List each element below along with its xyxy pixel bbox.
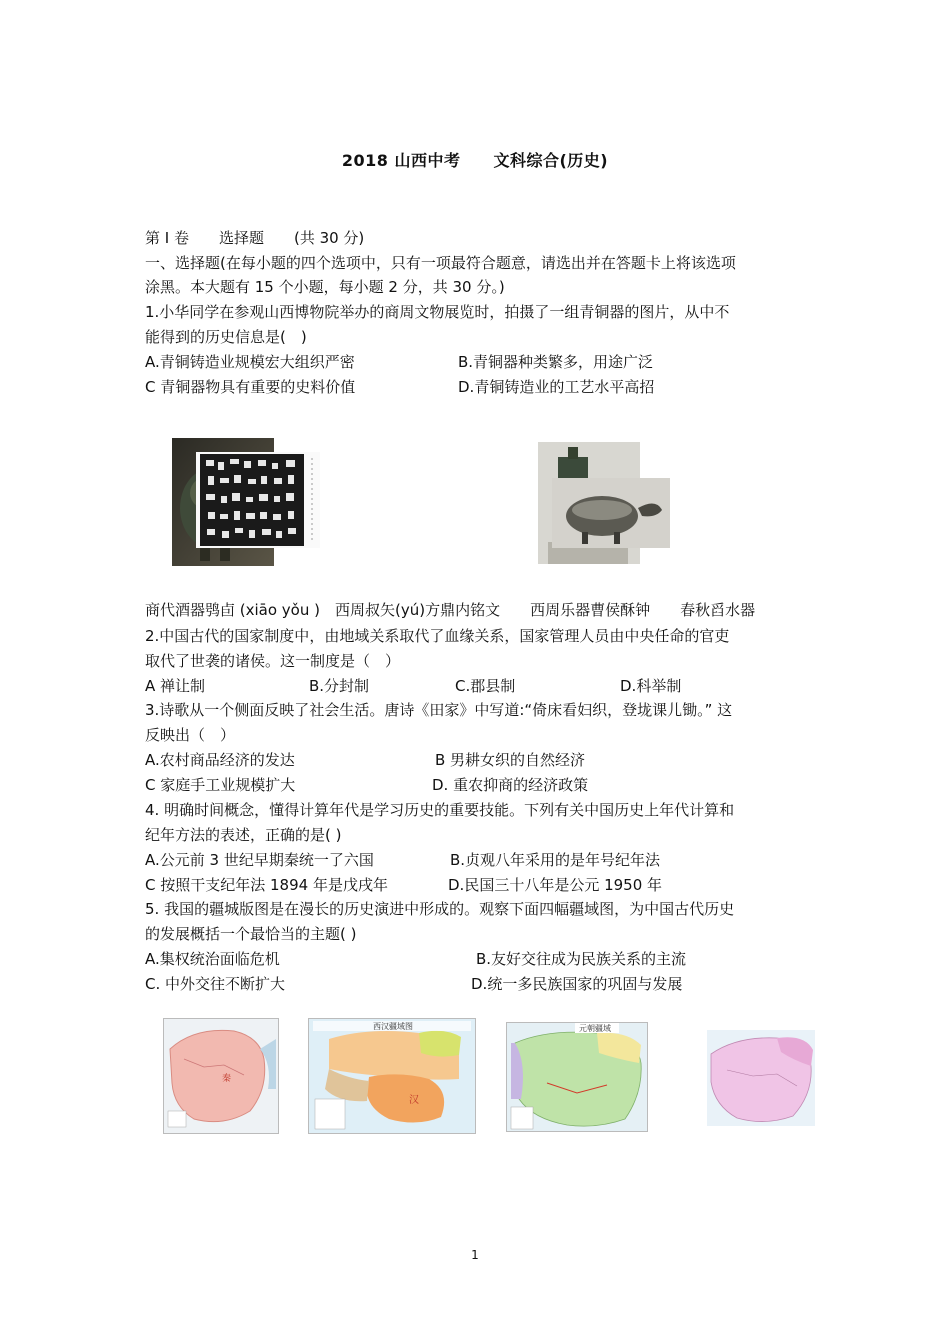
q3-option-d: D. 重农抑商的经济政策 — [432, 776, 589, 794]
instruction-line-2: 涂黑。本大题有 15 个小题，每小题 2 分，共 30 分。) — [145, 278, 505, 296]
q5-option-c: C. 中外交往不断扩大 — [145, 975, 286, 993]
yuan-territory-map — [506, 1022, 648, 1132]
q2-stem-line-1: 2.中国古代的国家制度中，由地域关系取代了血缘关系，国家管理人员由中央任命的官吏 — [145, 627, 730, 645]
q4-stem-line-1: 4. 明确时间概念，懂得计算年代是学习历史的重要技能。下列有关中国历史上年代计算和 — [145, 801, 735, 819]
q5-option-d: D.统一多民族国家的巩固与发展 — [471, 975, 683, 993]
han-label: 汉 — [409, 1095, 419, 1106]
q2-option-c: C.郡县制 — [455, 677, 516, 695]
q1-option-b: B.青铜器种类繁多，用途广泛 — [458, 353, 654, 371]
q1-option-a: A.青铜铸造业规模宏大组织严密 — [145, 353, 355, 371]
section-header: 第 I 卷 选择题 (共 30 分) — [145, 229, 365, 247]
q1-stem-line-1: 1.小华同学在参观山西博物院举办的商周文物展览时，拍摄了一组青铜器的图片，从中不 — [145, 303, 730, 321]
q4-option-d: D.民国三十八年是公元 1950 年 — [448, 876, 663, 894]
q3-option-a: A.农村商品经济的发达 — [145, 751, 295, 769]
q1-option-d: D.青铜铸造业的工艺水平高招 — [458, 378, 655, 396]
q3-option-c: C 家庭手工业规模扩大 — [145, 776, 296, 794]
map-title-yuan: 元朝疆域 — [579, 1024, 611, 1033]
svg-text:秦: 秦 — [222, 1074, 232, 1084]
q4-option-c: C 按照干支纪年法 1894 年是戊戌年 — [145, 876, 388, 894]
page-number: 1 — [471, 1248, 479, 1262]
q2-stem-line-2: 取代了世袭的诸侯。这一制度是（ ） — [145, 652, 401, 670]
q1-option-c: C 青铜器物具有重要的史料价值 — [145, 378, 356, 396]
q4-stem-line-2: 纪年方法的表述，正确的是( ) — [145, 826, 342, 844]
page-title: 2018 山西中考 文科综合(历史) — [341, 151, 609, 170]
q5-stem-line-2: 的发展概括一个最恰当的主题( ) — [145, 925, 357, 943]
q4-option-a: A.公元前 3 世纪早期秦统一了六国 — [145, 851, 374, 869]
ladle-vessel-photo — [552, 478, 670, 548]
q2-option-a: A 禅让制 — [145, 677, 206, 695]
q3-stem-line-2: 反映出（ ） — [145, 726, 236, 744]
q5-option-b: B.友好交往成为民族关系的主流 — [476, 950, 687, 968]
q2-option-b: B.分封制 — [309, 677, 370, 695]
western-han-territory-map — [308, 1018, 476, 1134]
q1-stem-line-2: 能得到的历史信息是( ) — [145, 328, 307, 346]
q4-option-b: B.贞观八年采用的是年号纪年法 — [450, 851, 661, 869]
q3-stem-line-1: 3.诗歌从一个侧面反映了社会生活。唐诗《田家》中写道:“倚床看妇织，登垅课儿锄。” 这 — [145, 701, 733, 719]
map-title-western-han: 西汉疆域图 — [373, 1022, 413, 1031]
instruction-line-1: 一、选择题(在每小题的四个选项中，只有一项最符合题意，请选出并在答题卡上将该选项 — [145, 254, 736, 272]
q3-option-b: B 男耕女织的自然经济 — [435, 751, 586, 769]
q5-option-a: A.集权统治面临危机 — [145, 950, 280, 968]
qing-territory-map — [707, 1030, 815, 1126]
q2-option-d: D.科举制 — [620, 677, 682, 695]
q1-image-captions: 商代酒器鸮卣 (xiāo yǒu ) 西周叔矢(yú)方鼎内铭文 西周乐器曹侯酥钟 春秋舀水器 — [145, 601, 756, 619]
q5-stem-line-1: 5. 我国的疆城版图是在漫长的历史演进中形成的。观察下面四幅疆域图，为中国古代历史 — [145, 900, 735, 918]
qin-territory-map — [163, 1018, 279, 1134]
bronze-inscription-rubbing — [196, 452, 320, 548]
